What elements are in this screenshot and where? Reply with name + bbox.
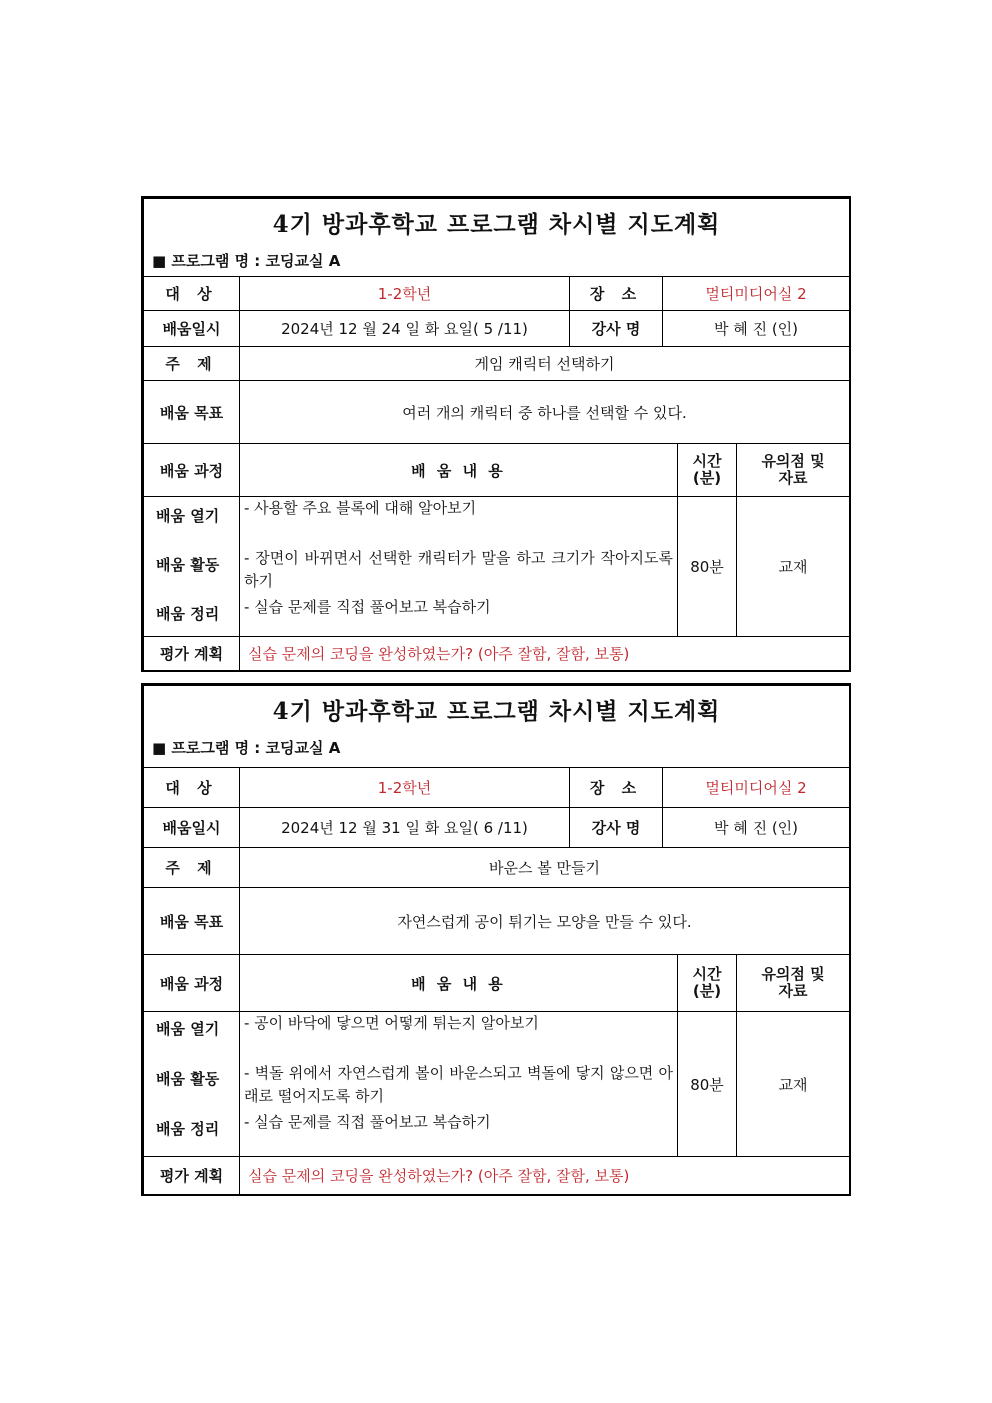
teacher-label: 강사 명: [570, 808, 663, 848]
content-list: [240, 1012, 678, 1157]
lesson-plan-1: [141, 196, 851, 672]
target-label: 대 상: [144, 277, 240, 311]
document-title: 4기 방과후학교 프로그램 차시별 지도계획: [272, 211, 721, 238]
content-header: 배 움 내 용: [240, 955, 678, 1012]
eval-value: 실습 문제의 코딩을 완성하였는가? (아주 잘함, 잘함, 보통): [240, 1157, 850, 1195]
process-label: 배움 과정: [144, 444, 240, 497]
step-activity: 배움 활동: [156, 556, 220, 574]
step-activity: 배움 활동: [156, 1070, 220, 1088]
goal-label: 배움 목표: [144, 888, 240, 955]
place-label: 장 소: [570, 277, 663, 311]
time-header: 시간 (분): [678, 955, 737, 1012]
document-title: 4기 방과후학교 프로그램 차시별 지도계획: [272, 698, 721, 725]
step-open: 배움 열기: [156, 1020, 220, 1038]
eval-value: 실습 문제의 코딩을 완성하였는가? (아주 잘함, 잘함, 보통): [240, 637, 850, 671]
teacher-value: 박 혜 진 (인): [663, 311, 850, 347]
step-open: 배움 열기: [156, 507, 220, 525]
date-label: 배움일시: [144, 808, 240, 848]
place-value: 멀티미디어실 2: [663, 277, 850, 311]
content-item-activity: - 벽돌 위에서 자연스럽게 볼이 바운스되고 벽돌에 닿지 않으면 아래로 떨어지도록 하기: [244, 1064, 673, 1105]
target-label: 대 상: [144, 768, 240, 808]
program-name: ■ 프로그램 명 : 코딩교실 A: [152, 252, 341, 270]
target-value: 1-2학년: [240, 768, 570, 808]
date-value: 2024년 12 월 24 일 화 요일( 5 /11): [240, 311, 570, 347]
plan-header: [144, 686, 850, 768]
eval-label: 평가 계획: [144, 1157, 240, 1195]
notes-value: 교재: [737, 497, 850, 637]
date-value: 2024년 12 월 31 일 화 요일( 6 /11): [240, 808, 570, 848]
content-item-open: - 공이 바닥에 닿으면 어떻게 튀는지 알아보기: [244, 1014, 539, 1032]
notes-header: 유의점 및 자료: [737, 955, 850, 1012]
date-label: 배움일시: [144, 311, 240, 347]
notes-header: 유의점 및 자료: [737, 444, 850, 497]
content-list: [240, 497, 678, 637]
goal-value: 여러 개의 캐릭터 중 하나를 선택할 수 있다.: [240, 381, 850, 444]
process-steps: [144, 1012, 240, 1157]
content-item-open: - 사용할 주요 블록에 대해 알아보기: [244, 499, 477, 517]
lesson-plan-2: [141, 683, 851, 1196]
target-value: 1-2학년: [240, 277, 570, 311]
step-wrap-up: 배움 정리: [156, 605, 220, 623]
topic-value: 바운스 볼 만들기: [240, 848, 850, 888]
topic-label: 주 제: [144, 848, 240, 888]
content-header: 배 움 내 용: [240, 444, 678, 497]
goal-label: 배움 목표: [144, 381, 240, 444]
place-value: 멀티미디어실 2: [663, 768, 850, 808]
content-item-wrap-up: - 실습 문제를 직접 풀어보고 복습하기: [244, 598, 491, 616]
eval-label: 평가 계획: [144, 637, 240, 671]
step-wrap-up: 배움 정리: [156, 1120, 220, 1138]
plan-header: [144, 199, 850, 277]
topic-label: 주 제: [144, 347, 240, 381]
content-item-wrap-up: - 실습 문제를 직접 풀어보고 복습하기: [244, 1113, 491, 1131]
teacher-label: 강사 명: [570, 311, 663, 347]
topic-value: 게임 캐릭터 선택하기: [240, 347, 850, 381]
content-item-activity: - 장면이 바뀌면서 선택한 캐릭터가 말을 하고 크기가 작아지도록 하기: [244, 549, 673, 590]
notes-value: 교재: [737, 1012, 850, 1157]
process-steps: [144, 497, 240, 637]
program-name: ■ 프로그램 명 : 코딩교실 A: [152, 739, 341, 757]
time-value: 80분: [678, 1012, 737, 1157]
goal-value: 자연스럽게 공이 튀기는 모양을 만들 수 있다.: [240, 888, 850, 955]
teacher-value: 박 혜 진 (인): [663, 808, 850, 848]
process-label: 배움 과정: [144, 955, 240, 1012]
place-label: 장 소: [570, 768, 663, 808]
time-value: 80분: [678, 497, 737, 637]
time-header: 시간 (분): [678, 444, 737, 497]
